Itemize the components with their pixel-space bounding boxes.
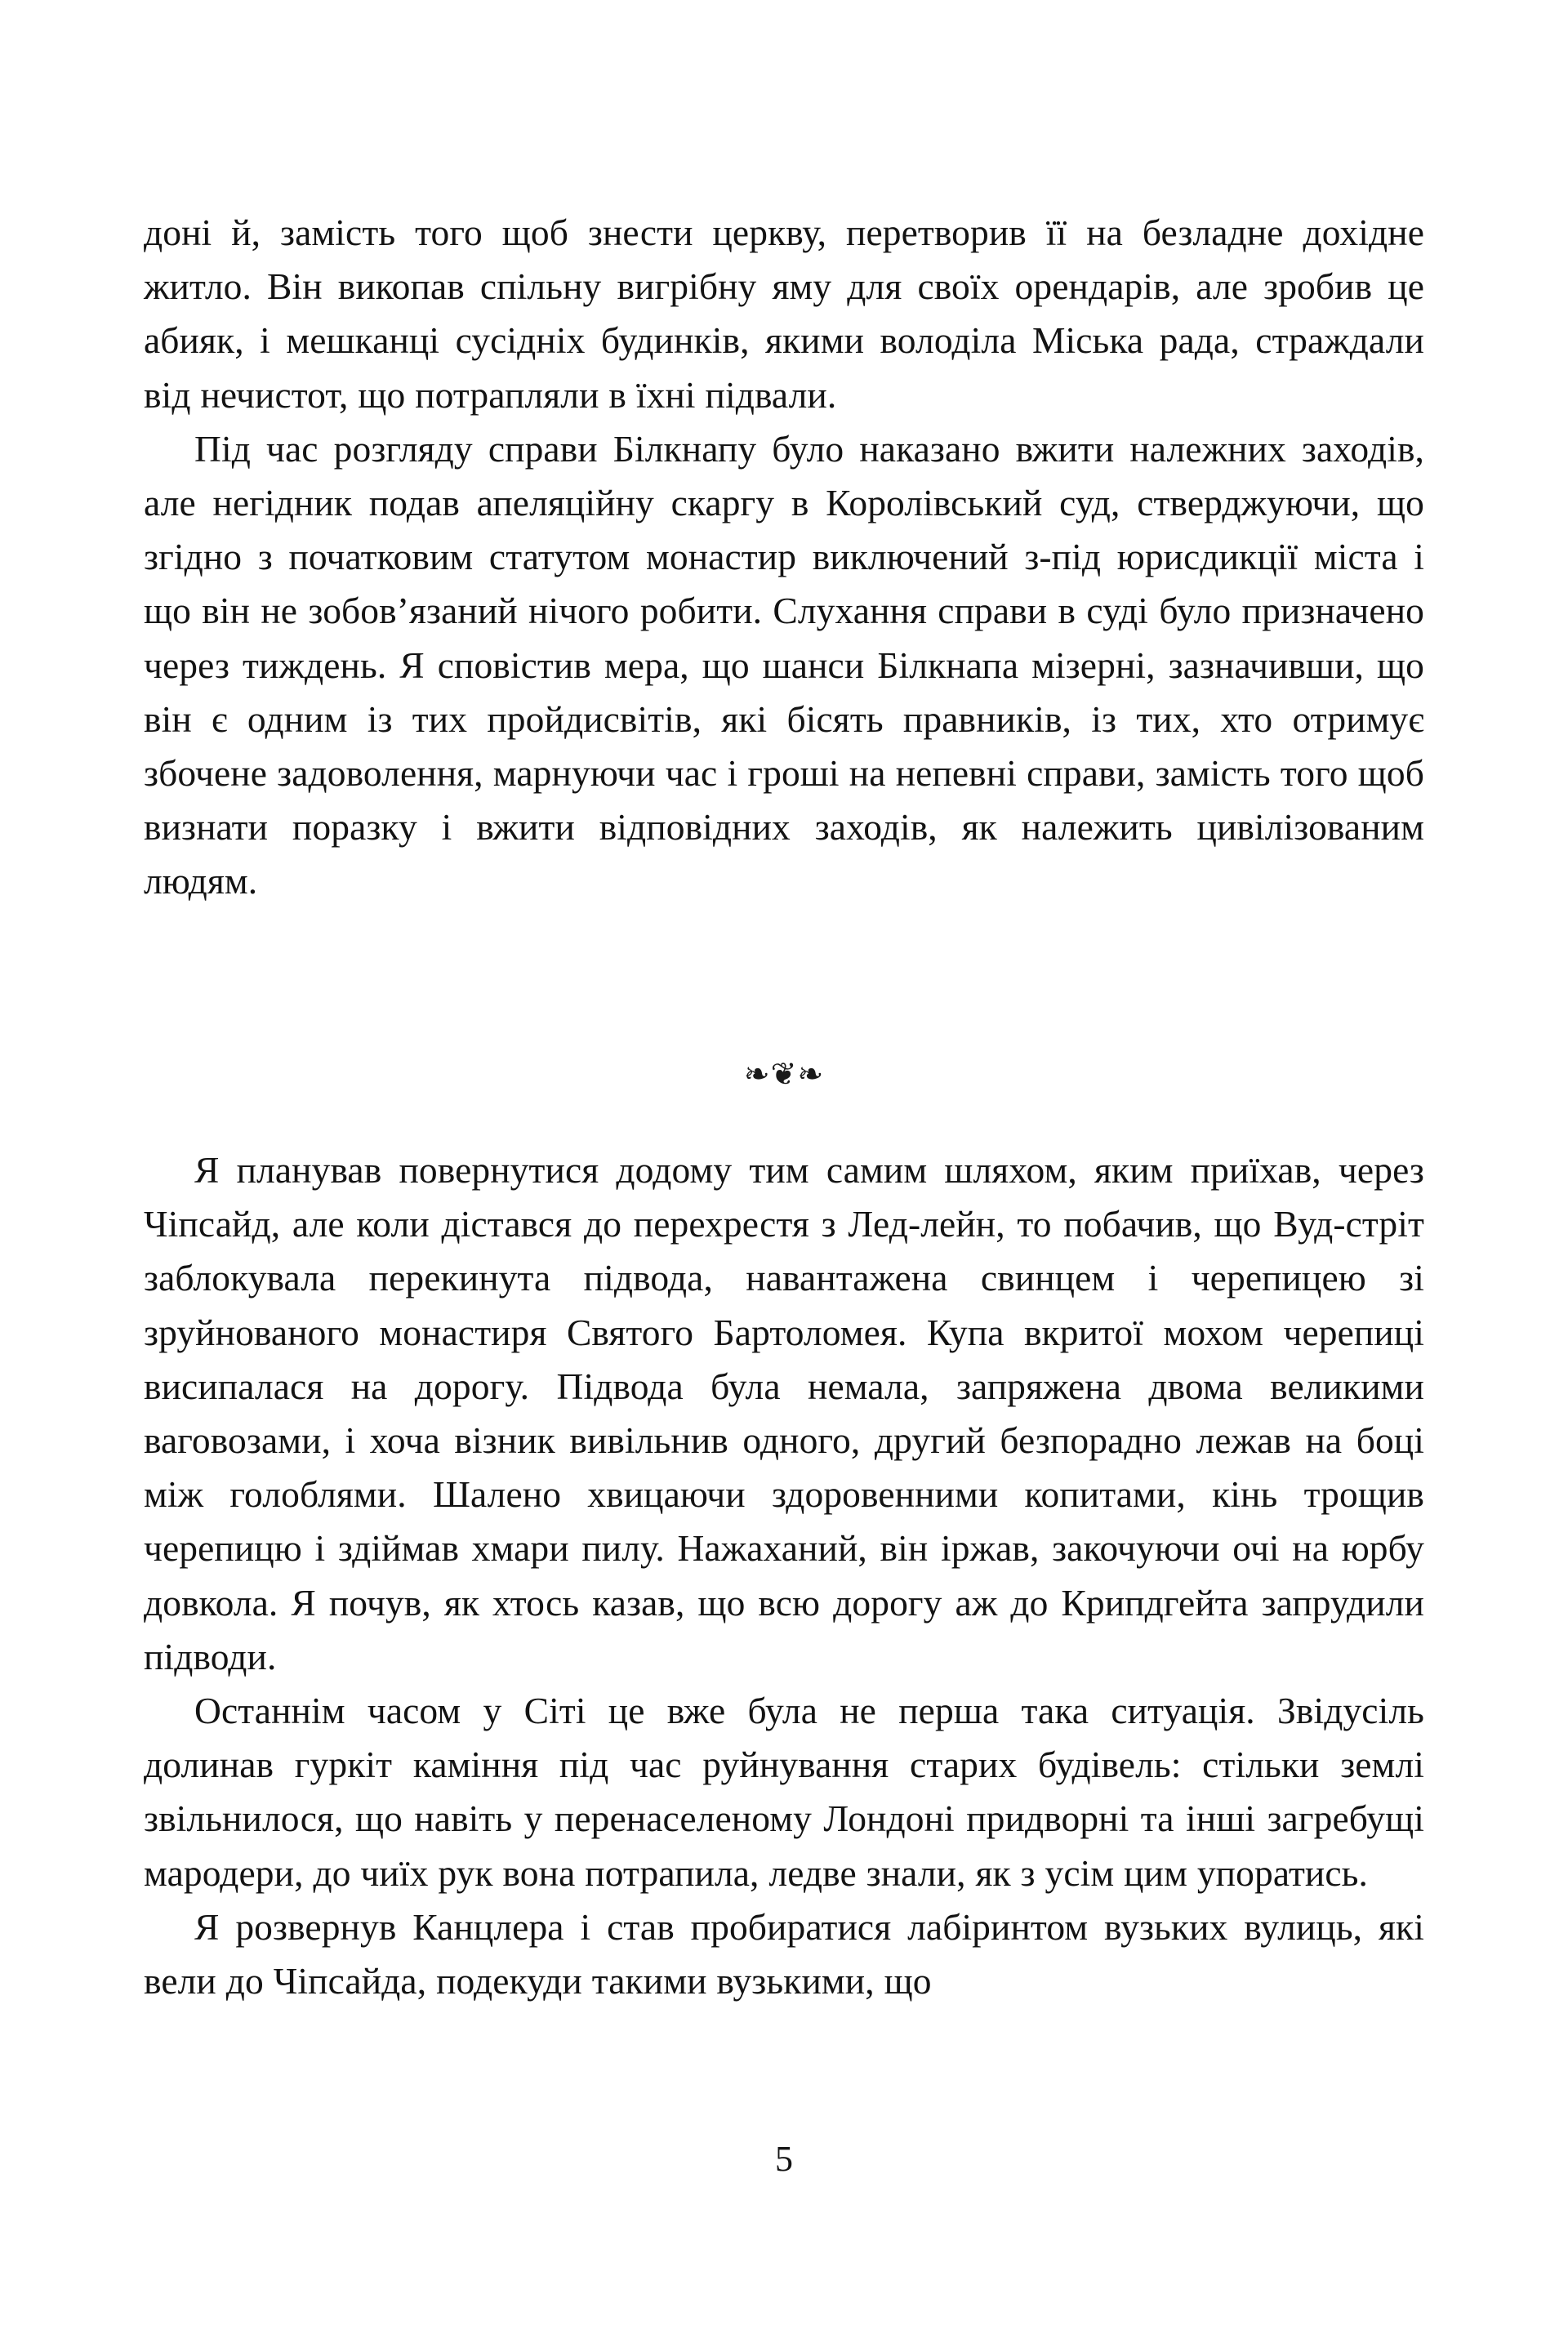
paragraph-bilknap-case: Під час розгляду справи Білкнапу було наказано вжити належних заходів, але негідник подав апеляційну скаргу в Королівський суд, стверджуючи, що згідно з початковим статутом монастир виключений з-під юрисдикції міста і що він не зобов’язаний нічого робити. Слухання справи в суді було призначено через тиждень. Я сповістив мера, що шанси Білкнапа мізерні, зазначивши, що він є одним із тих пройдисвітів, які бісять правників, із тих, хто отримує збочене задоволення, марнуючи час і гроші на непевні справи, замість того щоб визнати поразку і вжити відповідних заходів, як належить цивілізованим людям. xyxy=(144,427,1424,902)
paragraph-chancery-ride: Я розвернув Канцлера і став пробиратися лабіринтом вузьких вулиць, які вели до Чіпсайда, подекуди такими вузькими, що xyxy=(144,1905,1424,2002)
text-block-upper xyxy=(144,206,1424,909)
section-divider xyxy=(0,1056,1568,1092)
paragraph-continuation: доні й, замість того щоб знести церкву, перетворив її на безладне дохідне житло. Він викопав спільну вигрібну яму для своїх орендарів, але зробив це абияк, і мешканці сусідніх будинків, якими володіла Міська рада, страждали від нечистот, що потрапляли в їхні підвали. xyxy=(144,212,1424,416)
ornament-icon: ❧❦❧ xyxy=(743,1056,825,1092)
paragraph-city-demolition: Останнім часом у Сіті це вже була не перша така ситуація. Звідусіль долинав гуркіт каміння під час руйнування старих будівель: стільки землі звільнилося, що навіть у перенаселеному Лондоні придворні та інші загребущі мародери, до чиїх рук вона потрапила, ледве знали, як з усім цим упоратись. xyxy=(144,1690,1424,1894)
paragraph-journey-home: Я планував повернутися додому тим самим шляхом, яким приїхав, через Чіпсайд, але коли дістався до перехрестя з Лед-лейн, то побачив, що Вуд-стріт заблокувала перекинута підвода, навантажена свинцем і черепицею зі зруйнованого монастиря Святого Бартоломея. Купа вкритої мохом черепиці висипалася на дорогу. Підвода була немала, запряжена двома великими ваговозами, і хоча візник вивільнив одного, другий безпорадно лежав на боці між голоблями. Шалено хвицаючи здоровенними копитами, кінь трощив черепицю і здіймав хмари пилу. Нажаханий, він іржав, закочуючи очі на юрбу довкола. Я почув, як хтось казав, що всю дорогу аж до Крипдгейта запрудили підводи. xyxy=(144,1149,1424,1677)
page-number: 5 xyxy=(775,2139,793,2179)
text-block-lower xyxy=(144,1143,1424,2008)
